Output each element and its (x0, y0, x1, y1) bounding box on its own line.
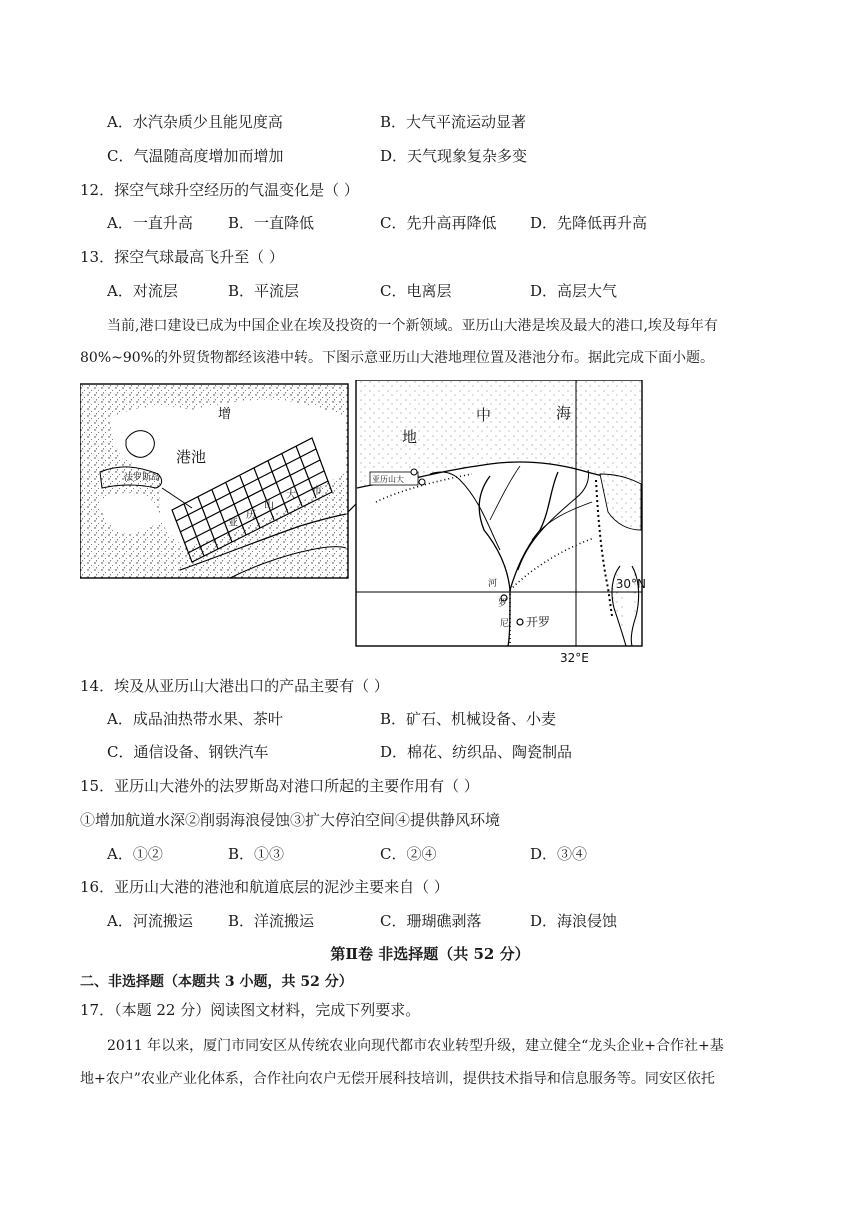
q17-para-line-2: 地+农户”农业产业化体系，合作社向农户无偿开展科技培训，提供技术指导和信息服务等。同安区依托 (80, 1071, 715, 1087)
right-label-lat: 30°N (615, 577, 646, 591)
option-a: A．水汽杂质少且能见度高 (107, 113, 283, 131)
q13-option-a: A．对流层 (107, 282, 178, 300)
right-label-sea2: 海 (556, 404, 572, 422)
right-label-cairo: 开罗 (526, 615, 551, 629)
question-12-stem: 12．探空气球升空经历的气温变化是（ ） (80, 181, 359, 199)
q12-option-d: D．先降低再升高 (530, 214, 648, 232)
section-heading: 二、非选择题（本题共 3 小题，共 52 分） (80, 974, 353, 990)
question-17-stem: 17．（本题 22 分）阅读图文材料，完成下列要求。 (80, 1001, 421, 1019)
q13-option-b: B．平流层 (228, 282, 300, 300)
q13-option-d: D．高层大气 (530, 282, 618, 300)
question-16-stem: 16．亚历山大港的港池和航道底层的泥沙主要来自（ ） (80, 878, 449, 896)
q16-option-c: C．珊瑚礁剥落 (380, 912, 482, 930)
q12-option-c: C．先升高再降低 (380, 214, 497, 232)
q13-option-c: C．电离层 (380, 282, 452, 300)
q16-option-d: D．海浪侵蚀 (530, 912, 618, 930)
q15-option-d: D．③④ (530, 845, 588, 863)
right-label-sea3: 地 (402, 428, 418, 446)
q12-option-b: B．一直降低 (228, 214, 315, 232)
right-label-river1: 河 (488, 579, 498, 589)
left-label-harbor: 港池 (176, 448, 207, 466)
part-2-title: 第Ⅱ卷 非选择题（共 52 分） (330, 945, 530, 963)
left-label-city3: 山 (264, 500, 274, 511)
option-d: D．天气现象复杂多变 (380, 147, 528, 165)
question-13-stem: 13．探空气球最高飞升至（ ） (80, 248, 284, 266)
right-label-river3: 尼 (500, 619, 510, 629)
left-label-city2: 历 (246, 510, 256, 521)
q15-items: ①增加航道水深②削弱海浪侵蚀③扩大停泊空间④提供静风环境 (80, 811, 501, 829)
q15-option-b: B．①③ (228, 845, 285, 863)
left-label-sea: 增 (218, 407, 232, 422)
right-label-port: 亚历山大 (372, 475, 404, 484)
q15-option-a: A．①② (107, 845, 163, 863)
q15-option-c: C．②④ (380, 845, 437, 863)
left-inset-map (80, 384, 348, 578)
right-label-sea1: 中 (476, 406, 492, 424)
q16-option-a: A．河流搬运 (107, 912, 193, 930)
q16-option-b: B．洋流搬运 (228, 912, 315, 930)
alexandria-port-map (80, 380, 646, 662)
left-label-city4: 大 (286, 490, 296, 501)
passage-line-2: 80%~90%的外贸货物都经该港中转。下图示意亚历山大港地理位置及港池分布。据此完成下面小题。 (80, 350, 714, 366)
option-c: C．气温随高度增加而增加 (107, 147, 284, 165)
inset-arrow (348, 504, 356, 512)
question-15-stem: 15．亚历山大港外的法罗斯岛对港口所起的主要作用有（ ） (80, 777, 479, 795)
option-b: B．大气平流运动显著 (380, 113, 527, 131)
q14-option-c: C．通信设备、钢铁汽车 (107, 743, 269, 761)
right-label-river2: 罗 (498, 599, 508, 609)
q14-option-b: B．矿石、机械设备、小麦 (380, 710, 557, 728)
left-label-island: 法罗斯岛 (124, 473, 161, 483)
right-location-map (356, 380, 646, 662)
q14-option-d: D．棉花、纺织品、陶瓷制品 (380, 743, 573, 761)
q17-para-line-1: 2011 年以来，厦门市同安区从传统农业向现代都市农业转型升级，建立健全“龙头企业+合作社+基 (107, 1038, 724, 1054)
right-label-lon: 32°E (560, 651, 589, 662)
left-label-city5: 市 (312, 486, 322, 497)
q14-option-a: A．成品油热带水果、茶叶 (107, 710, 283, 728)
passage-line-1: 当前,港口建设已成为中国企业在埃及投资的一个新领域。亚历山大港是埃及最大的港口,埃及每年有 (107, 318, 718, 334)
q12-option-a: A．一直升高 (107, 214, 193, 232)
left-label-city1: 亚 (228, 518, 238, 529)
question-14-stem: 14．埃及从亚历山大港出口的产品主要有（ ） (80, 677, 389, 695)
